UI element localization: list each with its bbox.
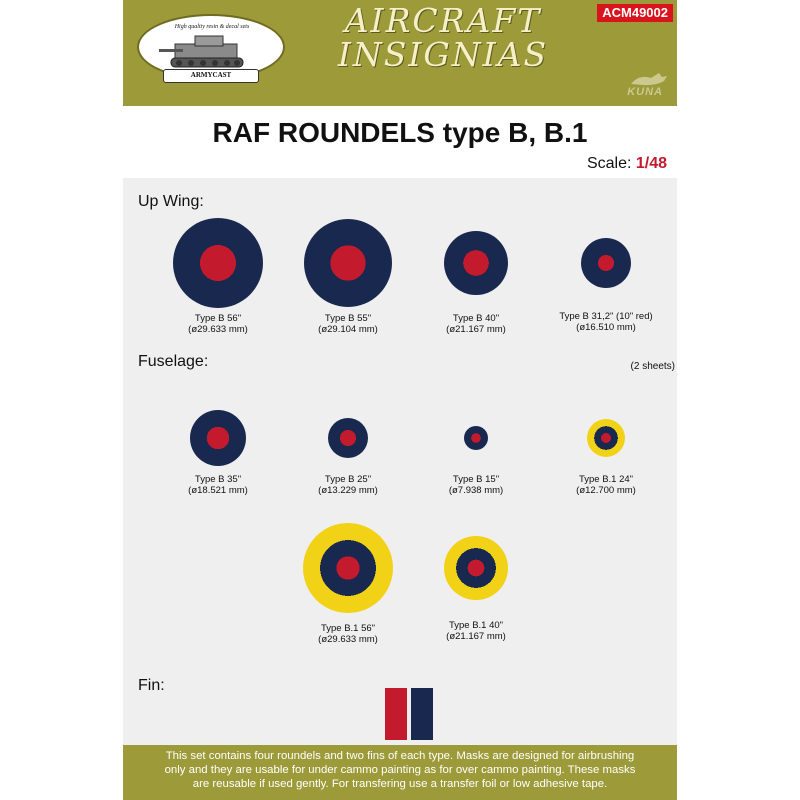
roundel-fuselage-b25 — [328, 418, 368, 458]
roundel-caption — [143, 313, 293, 335]
roundel-upwing-b56 — [173, 218, 263, 308]
brand-name: KUNA — [627, 86, 663, 98]
sheet-count: (2 sheets) — [630, 361, 675, 372]
roundel-caption — [531, 474, 681, 496]
section-up-wing: Up Wing: — [138, 193, 204, 210]
roundel-name: Type B 56" — [194, 313, 242, 324]
roundel-upwing-b31 — [581, 238, 631, 288]
fin-flash-red — [385, 688, 407, 740]
roundel-size: (ø7.938 mm) — [448, 485, 504, 496]
footer-line: are reusable if used gently. For transfering use a transfer foil or low adhesive tape. — [192, 778, 608, 790]
roundel-fuselage-b1-40 — [444, 536, 508, 600]
section-fin: Fin: — [138, 677, 165, 694]
roundel-fuselage-b35 — [190, 410, 246, 466]
roundel-size: (ø13.229 mm) — [318, 485, 378, 496]
fin-flash-blue — [411, 688, 433, 740]
roundel-name: Type B.1 24" — [578, 474, 634, 485]
roundel-size: (ø29.633 mm) — [188, 324, 248, 335]
product-sheet — [123, 0, 677, 800]
roundel-size: (ø12.700 mm) — [576, 485, 636, 496]
roundel-name: Type B 31,2" (10" red) — [559, 311, 653, 322]
footer-line: This set contains four roundels and two fins of each type. Masks are designed for airbrushing — [165, 750, 635, 762]
series-title-line2: INSIGNIAS — [337, 35, 549, 74]
footer-line: only and they are usable for under cammo painting as for over cammo painting. These masks — [164, 764, 636, 776]
roundel-fuselage-b1-24 — [587, 419, 626, 458]
header-banner — [123, 0, 677, 106]
roundel-size: (ø21.167 mm) — [446, 631, 506, 642]
roundel-fuselage-b15 — [464, 426, 488, 450]
footer-note — [123, 745, 677, 800]
logo-tagline: High quality resin & decal sets — [174, 24, 250, 30]
series-title — [303, 1, 583, 74]
roundel-name: Type B.1 56" — [320, 623, 376, 634]
roundel-caption — [401, 313, 551, 335]
roundel-upwing-b40 — [444, 231, 508, 295]
masks-panel — [123, 178, 677, 745]
roundel-name: Type B 35" — [194, 474, 242, 485]
tank-icon — [157, 30, 267, 72]
roundel-caption — [401, 474, 551, 496]
roundel-fuselage-b1-56 — [303, 523, 393, 613]
armycast-logo — [137, 12, 285, 92]
roundel-size: (ø16.510 mm) — [576, 322, 636, 333]
product-code-badge: ACM49002 — [597, 4, 673, 22]
roundel-caption — [143, 474, 293, 496]
roundel-size: (ø21.167 mm) — [446, 324, 506, 335]
roundel-upwing-b55 — [304, 219, 392, 307]
roundel-name: Type B 25" — [324, 474, 372, 485]
logo-ribbon: ARMYCAST — [163, 69, 259, 83]
roundel-size: (ø18.521 mm) — [188, 485, 248, 496]
roundel-name: Type B 55" — [324, 313, 372, 324]
roundel-caption — [401, 620, 551, 642]
roundel-name: Type B.1 40" — [448, 620, 504, 631]
page-title: RAF ROUNDELS type B, B.1 — [212, 117, 588, 148]
roundel-size: (ø29.104 mm) — [318, 324, 378, 335]
series-title-line1: AIRCRAFT — [344, 1, 542, 40]
section-fuselage: Fuselage: — [138, 353, 209, 370]
roundel-caption — [531, 311, 681, 333]
scale-label: Scale: — [586, 155, 632, 172]
roundel-size: (ø29.633 mm) — [318, 634, 378, 645]
roundel-name: Type B 40" — [452, 313, 500, 324]
scale-value: 1/48 — [635, 155, 667, 172]
scale-info — [587, 155, 667, 173]
roundel-name: Type B 15" — [452, 474, 500, 485]
